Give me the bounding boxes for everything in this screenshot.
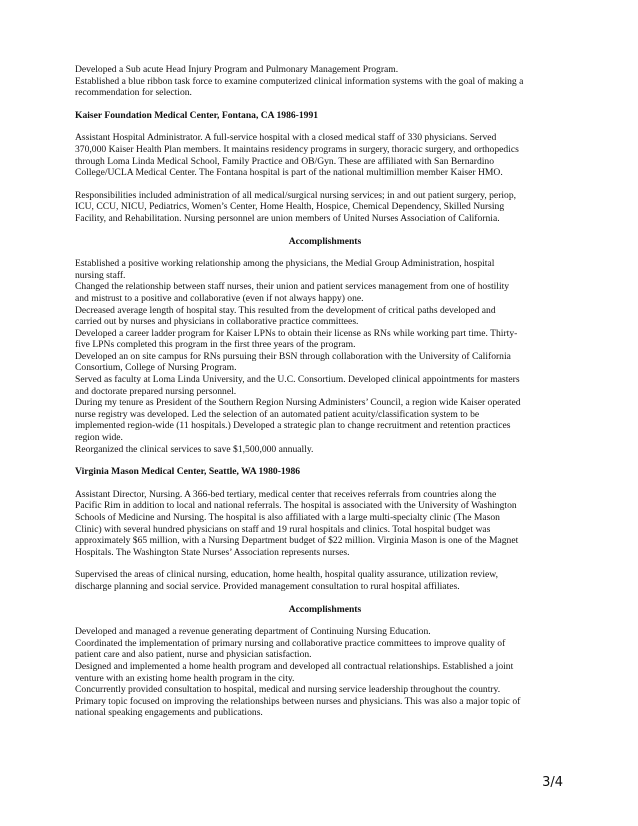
intro-line: recommendation for selection. xyxy=(75,87,192,99)
intro-block xyxy=(75,64,575,99)
accomplishment-line: Reorganized the clinical services to save $1,500,000 annually. xyxy=(75,443,314,455)
accomplishment-line: implemented region-wide (11 hospitals.) Developed a strategic plan to change recruitment and retention practices xyxy=(75,420,511,432)
accomplishment-line: Served as faculty at Loma Linda University, and the U.C. Consortium. Developed clinical appointments for masters xyxy=(75,374,520,386)
accomplishment-line: and doctorate prepared nursing personnel. xyxy=(75,385,237,397)
accomplishment-line: Designed and implemented a home health program and developed all contractual relationships. Established a joint xyxy=(75,660,514,672)
virginia-mason-description xyxy=(75,489,575,559)
paragraph-line: Clinic) with several hundred physicians on staff and 19 rural hospitals and clinics. Total hospital budget was xyxy=(75,523,491,535)
intro-line: Developed a Sub acute Head Injury Program and Pulmonary Management Program. xyxy=(75,64,399,75)
virginia-mason-accomplishments-list xyxy=(75,626,575,719)
accomplishment-line: Decreased average length of hospital stay. This resulted from the development of critical paths developed and xyxy=(75,304,496,316)
accomplishment-line: nurse registry was developed. Led the selection of an automated patient acuity/classification system to be xyxy=(75,408,480,420)
accomplishment-line: Developed and managed a revenue generating department of Continuing Nursing Education. xyxy=(75,626,431,638)
accomplishment-line: Established a positive working relationship among the physicians, the Medial Group Administration, hospital xyxy=(75,258,495,270)
virginia-mason-accomplishments-heading: Accomplishments xyxy=(288,603,362,615)
paragraph-line: through Loma Linda Medical School, Family Practice and OB/Gyn. These are affiliated with San Bernardino xyxy=(75,155,495,167)
intro-line: Established a blue ribbon task force to examine computerized clinical information systems with the goal of making a xyxy=(75,75,524,87)
kaiser-accomplishments-list xyxy=(75,258,575,455)
accomplishment-line: Developed an on site campus for RNs pursuing their BSN through collaboration with the University of California xyxy=(75,350,511,362)
accomplishment-line: national speaking engagements and publications. xyxy=(75,707,263,719)
kaiser-heading: Kaiser Foundation Medical Center, Fontana, CA 1986-1991 xyxy=(75,109,319,121)
paragraph-line: Supervised the areas of clinical nursing, education, home health, hospital quality assurance, utilization review, xyxy=(75,569,498,581)
kaiser-accomplishments-heading: Accomplishments xyxy=(288,235,362,247)
accomplishment-line: Primary topic focused on improving the relationships between nurses and physicians. This was also a major topic of xyxy=(75,695,521,707)
paragraph-line: Responsibilities included administration of all medical/surgical nursing services; in and out patient surgery, periop, xyxy=(75,189,517,201)
paragraph-line: ICU, CCU, NICU, Pediatrics, Women’s Center, Home Health, Hospice, Chemical Dependency, Skilled Nursing xyxy=(75,201,505,213)
accomplishment-line: patient care and also patient, nurse and physician satisfaction. xyxy=(75,649,312,661)
paragraph-line: Assistant Hospital Administrator. A full-service hospital with a closed medical staff of 330 physicians. Served xyxy=(75,132,497,144)
accomplishment-line: nursing staff. xyxy=(75,269,126,281)
paragraph-line: discharge planning and social service. Provided management consultation to rural hospital affiliates. xyxy=(75,580,460,592)
paragraph-line: Schools of Medicine and Nursing. The hospital is also affiliated with a large multi-specialty clinic (The Mason xyxy=(75,512,500,523)
accomplishment-line: Developed a career ladder program for Kaiser LPNs to obtain their license as RNs while working part time. Thirty- xyxy=(75,327,518,339)
paragraph-line: Pacific Rim in addition to local and national referrals. The hospital is associated with the University of Washington xyxy=(75,500,517,512)
kaiser-description xyxy=(75,132,575,178)
accomplishment-line: Coordinated the implementation of primary nursing and collaborative practice committees to improve quality of xyxy=(75,637,506,649)
kaiser-responsibilities xyxy=(75,190,575,225)
document-page xyxy=(75,64,575,719)
paragraph-line: 370,000 Kaiser Health Plan members. It maintains residency programs in surgery, thoracic surgery, and orthopedics xyxy=(75,143,519,155)
accomplishment-line: Concurrently provided consultation to hospital, medical and nursing service leadership throughout the country. xyxy=(75,684,501,696)
accomplishment-line: Consortium, College of Nursing Program. xyxy=(75,362,237,374)
paragraph-line: approximately $65 million, with a Nursing Department budget of $22 million. Virginia Mason is one of the Magnet xyxy=(75,535,519,547)
paragraph-line: Facility, and Rehabilitation. Nursing personnel are union members of United Nurses Association of California. xyxy=(75,212,500,224)
virginia-mason-heading: Virginia Mason Medical Center, Seattle, WA 1980-1986 xyxy=(75,466,301,478)
accomplishment-line: During my tenure as President of the Southern Region Nursing Administers’ Council, a region wide Kaiser operated xyxy=(75,397,521,409)
accomplishment-line: venture with an existing home health program in the city. xyxy=(75,672,295,684)
paragraph-line: Assistant Director, Nursing. A 366-bed tertiary, medical center that receives referrals from countries along the xyxy=(75,488,497,500)
page-number: 3/4 xyxy=(542,775,563,790)
accomplishment-line: carried out by nurses and physicians in collaborative practice committees. xyxy=(75,316,359,328)
virginia-mason-responsibilities xyxy=(75,569,575,592)
accomplishment-line: Changed the relationship between staff nurses, their union and patient services management from one of hostility xyxy=(75,281,510,293)
accomplishment-line: five LPNs completed this program in the first three years of the program. xyxy=(75,339,356,351)
paragraph-line: College/UCLA Medical Center. The Fontana hospital is part of the national multimillion member Kaiser HMO. xyxy=(75,167,503,179)
accomplishment-line: region wide. xyxy=(75,432,123,444)
accomplishment-line: and mistrust to a positive and collaborative (even if not always happy) one. xyxy=(75,292,364,304)
paragraph-line: Hospitals. The Washington State Nurses’ Association represents nurses. xyxy=(75,546,350,558)
